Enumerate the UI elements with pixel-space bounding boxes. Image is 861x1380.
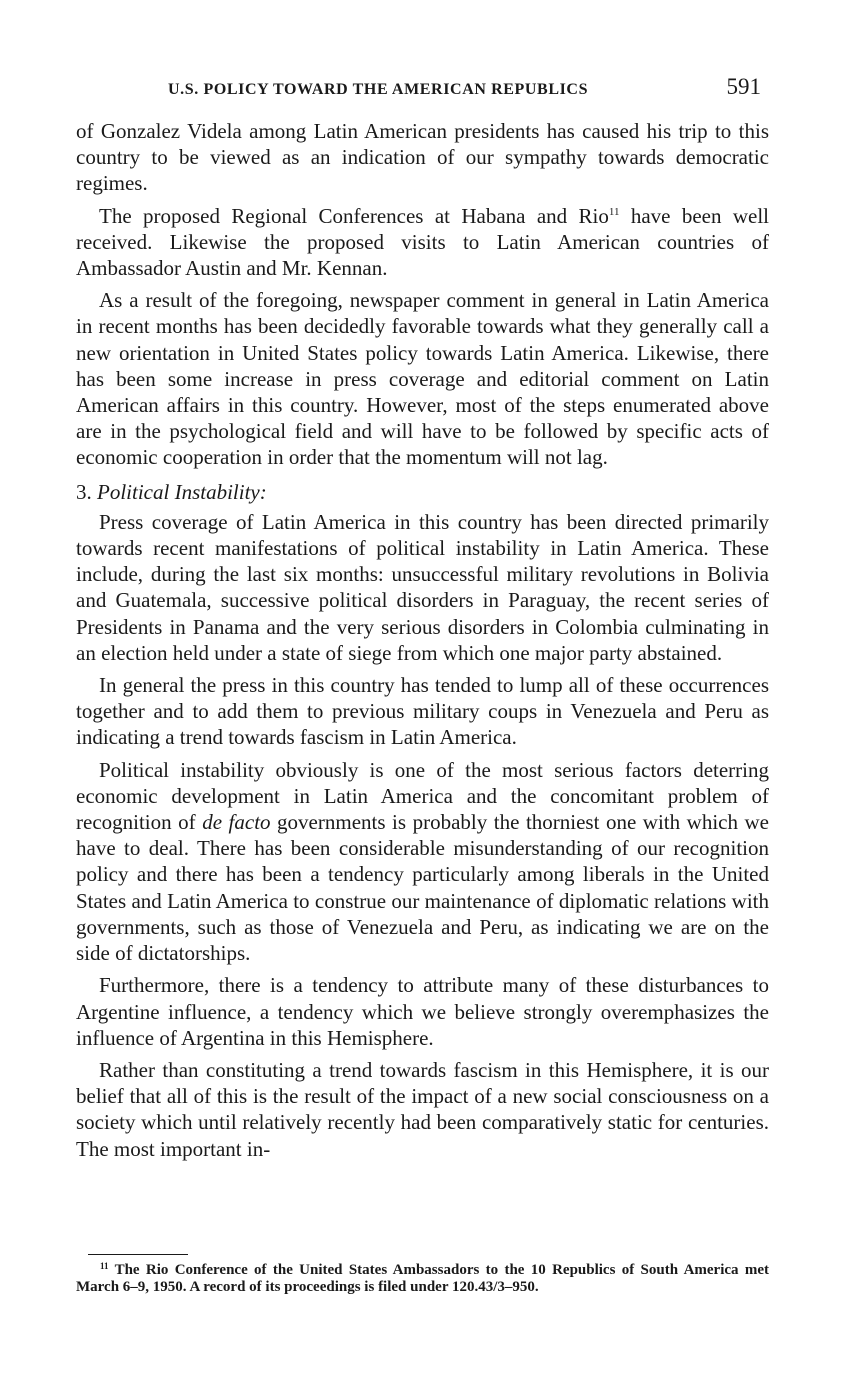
paragraph-text: The proposed Regional Conferences at Habana and Rio: [99, 203, 609, 228]
footnote: [76, 1262, 769, 1296]
body-text: [76, 118, 769, 1168]
paragraph-social-consciousness: Rather than constituting a trend towards fascism in this Hemisphere, it is our belief that all of this is the result of the impact of a new social consciousness on a society which until relatively recently had been comparatively static for centuries. The most important in-: [76, 1057, 769, 1161]
footnote-reference: 11: [608, 205, 620, 218]
italic-term: de facto: [202, 810, 271, 835]
paragraph-text: have been well received. Likewise the proposed visits to Latin American countries of Ambassador Austin and Mr. Kennan.: [76, 203, 769, 281]
running-header: [168, 74, 761, 100]
header-title: U.S. POLICY TOWARD THE AMERICAN REPUBLICS: [168, 81, 589, 98]
page-number: 591: [726, 74, 761, 99]
paragraph-regional-conferences: [76, 203, 769, 282]
paragraph-text: Political instability obviously is one of the most serious factors deterring economic development in Latin America and the concomitant problem of recognition of: [76, 757, 769, 835]
paragraph-political-instability: [76, 757, 769, 967]
paragraph-press-tendency: In general the press in this country has tended to lump all of these occurrences together and to add them to previous military coups in Venezuela and Peru as indicating a trend towards fascism in Latin America.: [76, 673, 769, 750]
paragraph-text: governments is probably the thorniest one with which we have to deal. There has been considerable misunderstanding of our recognition policy and there has been a tendency particularly among liberals in the United States and Latin America to construe our maintenance of diplomatic relations with governments, such as those of Venezuela and Peru, as indicating we are on the side of dictatorships.: [76, 810, 769, 966]
section-title: Political Instability:: [97, 479, 267, 504]
footnote-marker: 11: [100, 1261, 109, 1271]
footnote-divider: [88, 1254, 188, 1255]
section-number: 3.: [76, 479, 92, 504]
paragraph-continued: of Gonzalez Videla among Latin American presidents has caused his trip to this country to be viewed as an indication of our sympathy towards democratic regimes.: [76, 119, 769, 196]
paragraph-newspaper-comment: As a result of the foregoing, newspaper comment in general in Latin America in recent months has been decidedly favorable towards what they generally call a new orientation in United States policy towards Latin America. Likewise, there has been some increase in press coverage and editorial comment on Latin American affairs in this country. However, most of the steps enumerated above are in the psychological field and will have to be followed by specific acts of economic cooperation in order that the momentum will not lag.: [76, 288, 769, 470]
paragraph-press-coverage: Press coverage of Latin America in this country has been directed primarily towards recent manifestations of political instability in Latin America. These include, during the last six months: unsuccessful military revolutions in Bolivia and Guatemala, successive political disorders in Paraguay, the recent series of Presidents in Panama and the very serious disorders in Colombia culminating in an election held under a state of siege from which one major party abstained.: [76, 509, 769, 665]
section-heading: [76, 479, 769, 505]
paragraph-argentine-influence: Furthermore, there is a tendency to attribute many of these disturbances to Argentine influence, a tendency which we believe strongly overemphasizes the influence of Argentina in this Hemisphere.: [76, 973, 769, 1050]
footnote-text: The Rio Conference of the United States Ambassadors to the 10 Republics of South America met March 6–9, 1950. A record of its proceedings is filed under 120.43/3–950.: [76, 1262, 769, 1295]
